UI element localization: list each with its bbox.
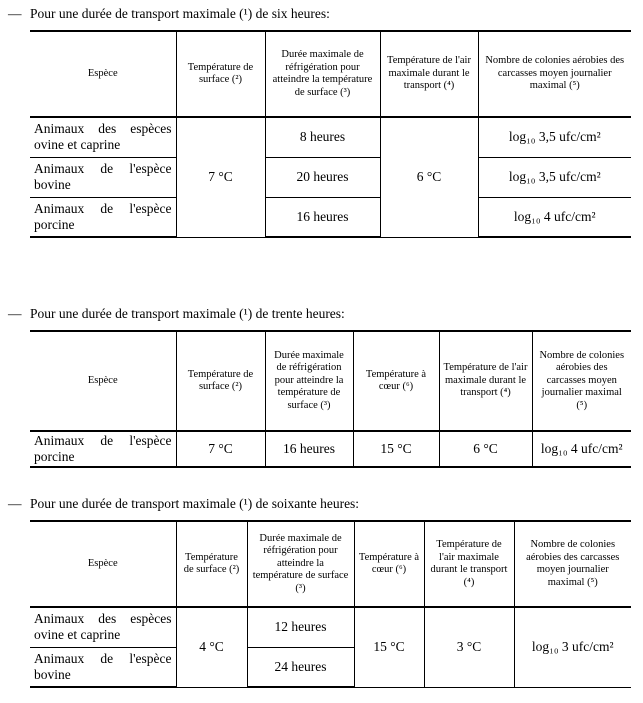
header-espece: Espèce [30, 331, 176, 431]
header-surface-temp: Température de surface (²) [176, 331, 265, 431]
colony-count-cell: log₁₀ 3,5 ufc/cm² [478, 117, 631, 157]
colony-count-cell: log₁₀ 3,5 ufc/cm² [478, 157, 631, 197]
header-air-temp: Température de l'air maximale durant le transport (⁴) [424, 521, 514, 607]
colony-count-cell: log₁₀ 4 ufc/cm² [478, 197, 631, 237]
table-sixty-hours [30, 520, 631, 688]
header-refrigeration-duration: Durée maximale de réfrigération pour atteindre la température de surface (³) [247, 521, 354, 607]
duration-cell: 20 heures [265, 157, 380, 197]
table-header-row [30, 521, 631, 607]
duration-cell: 8 heures [265, 117, 380, 157]
species-cell: Animaux de l'espèce porcine [30, 431, 176, 467]
table-row [30, 117, 631, 157]
air-temp-cell: 3 °C [424, 607, 514, 687]
table-header-row [30, 331, 631, 431]
header-colony-count: Nombre de colonies aérobies des carcasses moyen journalier maximal (⁵) [478, 31, 631, 117]
header-air-temp: Température de l'air maximale durant le transport (⁴) [380, 31, 478, 117]
duration-cell: 24 heures [247, 647, 354, 687]
table-header-row [30, 31, 631, 117]
table-row [30, 607, 631, 647]
duration-cell: 16 heures [265, 431, 353, 467]
species-cell: Animaux de l'espèce bovine [30, 157, 176, 197]
header-core-temp: Température à cœur (⁶) [354, 521, 424, 607]
surface-temp-cell: 7 °C [176, 117, 265, 237]
surface-temp-cell: 7 °C [176, 431, 265, 467]
section-2-heading: — Pour une durée de transport maximale (¹) de trente heures: [8, 306, 345, 321]
duration-cell: 16 heures [265, 197, 380, 237]
species-cell: Animaux de l'espèce bovine [30, 647, 176, 687]
duration-cell: 12 heures [247, 607, 354, 647]
header-colony-count: Nombre de colonies aérobies des carcasses moyen journalier maximal (⁵) [514, 521, 631, 607]
air-temp-cell: 6 °C [380, 117, 478, 237]
section-3-heading: — Pour une durée de transport maximale (¹) de soixante heures: [8, 496, 360, 511]
core-temp-cell: 15 °C [354, 607, 424, 687]
table-row [30, 431, 631, 467]
header-surface-temp: Température de surface (²) [176, 31, 265, 117]
table-thirty-hours [30, 330, 631, 468]
air-temp-cell: 6 °C [439, 431, 532, 467]
header-refrigeration-duration: Durée maximale de réfrigération pour atteindre la température de surface (³) [265, 31, 380, 117]
header-colony-count: Nombre de colonies aérobies des carcasses moyen journalier maximal (⁵) [532, 331, 631, 431]
species-cell: Animaux des espèces ovine et caprine [30, 607, 176, 647]
header-espece: Espèce [30, 521, 176, 607]
table-row [30, 197, 631, 237]
header-espece: Espèce [30, 31, 176, 117]
core-temp-cell: 15 °C [353, 431, 439, 467]
surface-temp-cell: 4 °C [176, 607, 247, 687]
species-cell: Animaux de l'espèce porcine [30, 197, 176, 237]
header-refrigeration-duration: Durée maximale de réfrigération pour atteindre la température de surface (³) [265, 331, 353, 431]
header-core-temp: Température à cœur (⁶) [353, 331, 439, 431]
header-air-temp: Température de l'air maximale durant le transport (⁴) [439, 331, 532, 431]
header-surface-temp: Température de surface (²) [176, 521, 247, 607]
species-cell: Animaux des espèces ovine et caprine [30, 117, 176, 157]
colony-count-cell: log₁₀ 3 ufc/cm² [514, 607, 631, 687]
table-row [30, 157, 631, 197]
section-1-heading: — Pour une durée de transport maximale (¹) de six heures: [8, 6, 330, 21]
table-six-hours [30, 30, 631, 238]
colony-count-cell: log₁₀ 4 ufc/cm² [532, 431, 631, 467]
